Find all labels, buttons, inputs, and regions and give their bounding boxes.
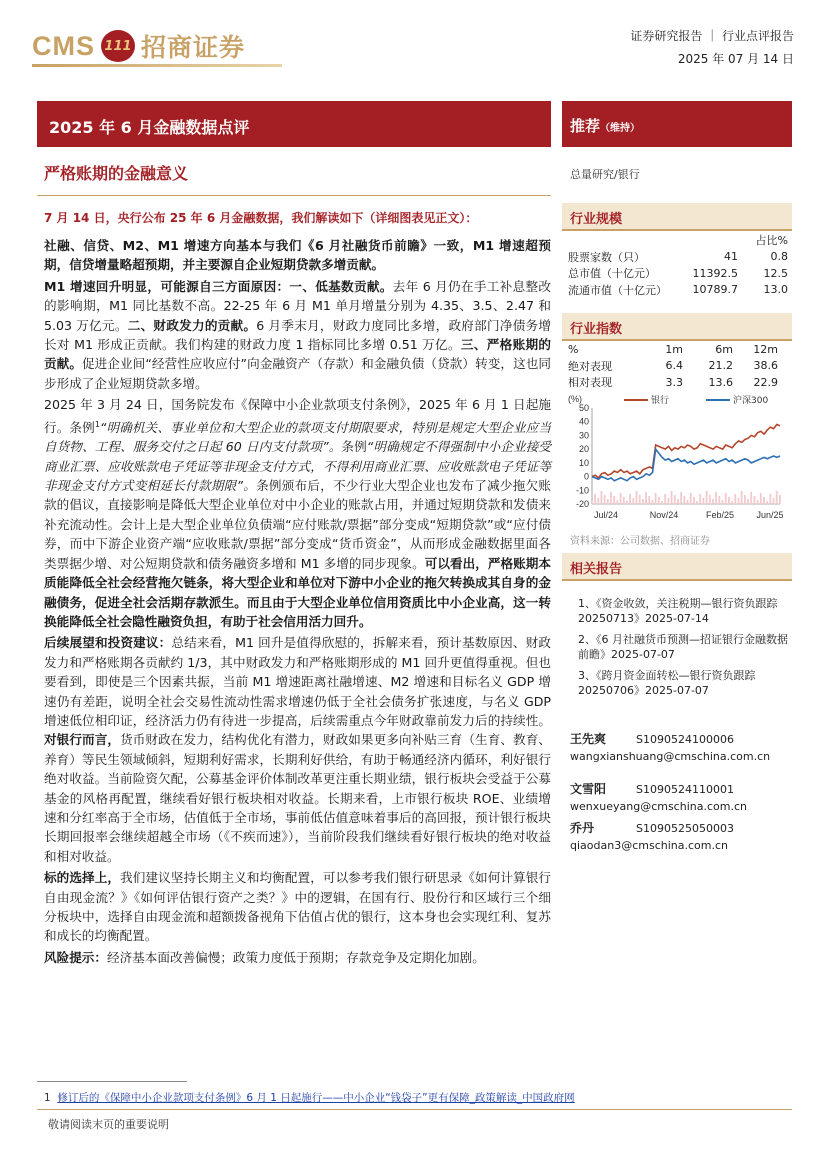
- volume-bar: [687, 500, 689, 504]
- lead-summary: 7 月 14 日，央行公布 25 年 6 月金融数据，我们解读如下（详细图表见正文）：: [44, 211, 478, 225]
- volume-bar: [610, 492, 612, 504]
- volume-bar: [706, 491, 708, 504]
- paragraph: [44, 395, 551, 631]
- volume-bar: [696, 501, 698, 504]
- analyst-id: S1090525050003: [636, 822, 734, 835]
- volume-bar: [648, 496, 650, 504]
- scale-pct: 12.5: [763, 266, 788, 280]
- scale-value: 41: [724, 250, 738, 264]
- table-row: [568, 282, 788, 299]
- analyst-card: [570, 819, 795, 852]
- index-value: 6.4: [665, 359, 683, 373]
- volume-bar: [661, 501, 663, 504]
- index-value: 3.3: [665, 375, 683, 389]
- analyst-name: 王先爽: [570, 732, 607, 746]
- volume-bar: [629, 494, 631, 504]
- volume-bar: [607, 499, 609, 504]
- index-value: 22.9: [753, 375, 778, 389]
- volume-bar: [709, 495, 711, 504]
- paragraph: [44, 633, 551, 866]
- legend-label: 沪深300: [733, 396, 769, 406]
- disclaimer: 敬请阅读末页的重要说明: [48, 1118, 169, 1131]
- rating-label: 推荐: [570, 117, 601, 135]
- paragraph: [44, 868, 551, 946]
- scale-label: 股票家数（只）: [568, 250, 645, 264]
- section-industry-index: 行业指数: [562, 313, 792, 339]
- volume-bar: [769, 494, 771, 504]
- volume-bar: [677, 499, 679, 504]
- analyst-name: 乔丹: [570, 821, 595, 835]
- index-value: 38.6: [753, 359, 778, 373]
- volume-bar: [671, 491, 673, 504]
- volume-bar: [773, 498, 775, 504]
- industry-scale-table: [568, 232, 788, 298]
- x-tick-label: Jul/24: [593, 510, 619, 520]
- chart-source: 资料来源：公司数据、招商证券: [570, 536, 710, 547]
- volume-bar: [680, 492, 682, 504]
- y-tick-label: 0: [583, 471, 589, 482]
- volume-bar: [731, 501, 733, 504]
- coverage-label: 总量研究/银行: [570, 168, 640, 181]
- analyst-card: [570, 780, 795, 813]
- volume-bar: [741, 491, 743, 504]
- bold-text: 后续展望和投资建议：: [44, 635, 172, 651]
- rating-note: （维持）: [600, 123, 641, 134]
- volume-bar: [725, 493, 727, 504]
- volume-bar: [757, 500, 759, 504]
- volume-bar: [693, 497, 695, 504]
- volume-bar: [667, 498, 669, 504]
- analyst-name: 文雪阳: [570, 782, 607, 796]
- bold-text: 可以看出，严格账期本质能降低全社会经营拖欠链条，将大型企业和单位对下游中小企业的拖欠转换成其自身的金融债务，促进全社会活期存款派生。而且由于大型企业单位信用资质比中小企业高，这一转换能降低全社会隐性融资负担，有助于社会信用活力回升。: [44, 555, 551, 629]
- y-tick-label: 20: [578, 444, 589, 455]
- x-tick-label: Feb/25: [705, 510, 735, 520]
- volume-bar: [754, 496, 756, 504]
- volume-bar: [683, 496, 685, 504]
- index-label: 相对表现: [568, 376, 612, 390]
- volume-bar: [591, 501, 593, 504]
- volume-bar: [750, 492, 752, 504]
- analyst-email[interactable]: wangxianshuang@cmschina.com.cn: [570, 750, 771, 763]
- logo-underline: [32, 64, 282, 67]
- y-tick-label: 10: [578, 457, 589, 468]
- volume-bar: [623, 497, 625, 504]
- related-report-link[interactable]: 2、《6 月社融货币预测—招证银行金融数据前瞻》2025-07-07: [578, 633, 788, 661]
- volume-bar: [699, 494, 701, 504]
- bold-text: 二、财政发力的贡献。: [127, 317, 257, 333]
- table-row: [568, 249, 788, 266]
- volume-bar: [655, 493, 657, 504]
- analyst-card: [570, 730, 795, 763]
- volume-bar: [664, 494, 666, 504]
- scale-pct: 13.0: [763, 283, 788, 297]
- analyst-id: S1090524100006: [636, 733, 734, 746]
- industry-index-table: [568, 341, 778, 391]
- paragraph: 社融、信贷、M2、M1 增速方向基本与我们《6 月社融货币前瞻》一致，M1 增速超预期，信贷增量略超预期，并主要源自企业短期贷款多增贡献。: [44, 238, 551, 273]
- index-header: 1m: [665, 342, 683, 356]
- footnote: [44, 1090, 575, 1105]
- analyst-email[interactable]: qiaodan3@cmschina.com.cn: [570, 839, 728, 852]
- logo-cms-text: CMS: [32, 30, 95, 61]
- body-text: 6 月季末月，财政力度同比多增，政府部门净债务增长对 M1 形成正贡献。我们构建的财政力度 1 指标同比多增 0.51 万亿。: [44, 317, 552, 353]
- index-value: 13.6: [708, 375, 733, 389]
- y-tick-label: 40: [578, 416, 589, 427]
- industry-index-chart: [566, 392, 788, 530]
- volume-bar: [734, 494, 736, 504]
- series-line-csi300: [592, 449, 780, 481]
- volume-bar: [616, 500, 618, 504]
- table-row: [568, 341, 778, 358]
- body-text: 去年 6 月仍在手工补息整改的影响期，M1 同比基数不高。22-25 年 6 月 M1 单月增量分别为 4.35、3.5、2.47 和 5.03 万亿元。: [44, 278, 551, 333]
- volume-bar: [766, 501, 768, 504]
- volume-bar: [722, 500, 724, 504]
- bold-text: 对银行而言，: [44, 732, 121, 748]
- volume-bar: [763, 497, 765, 504]
- bold-text: 标的选择上，: [44, 870, 121, 886]
- report-type: 证券研究报告 ｜ 行业点评报告: [630, 29, 794, 43]
- body-text: 总结来看，M1 回升是值得欣慰的，拆解来看，预计基数原因、财政发力和严格账期各贡献约 1/3，其中财政发力和严格账期形成的 M1 回升更值得重视。但也要看到，即使是三个因素共振，当前 M1 增速距离社融增速、M2 增速和目标名义 GDP 增速仍有差距，说明全社会交易性流动性需求增速仍低于全社会债务扩张速度，与名义 GDP 增速低位相印证，经济活力仍有待进一步提高，后续需重点今年财政靠前发力后的持续性。: [44, 635, 551, 728]
- logo-mark-icon: 111: [101, 30, 135, 62]
- volume-bar: [760, 493, 762, 504]
- logo-company-name: 招商证券: [141, 33, 246, 62]
- bottom-divider: [37, 1109, 792, 1110]
- report-date: 2025 年 07 月 14 日: [677, 52, 794, 66]
- y-tick-label: 50: [578, 403, 589, 413]
- index-header: %: [568, 342, 579, 356]
- paragraph: [44, 277, 551, 393]
- volume-bar: [690, 493, 692, 504]
- volume-bar: [601, 491, 603, 504]
- index-header: 6m: [715, 342, 733, 356]
- table-row: [568, 265, 788, 282]
- volume-bar: [645, 492, 647, 504]
- volume-bar: [632, 498, 634, 504]
- volume-bar: [779, 495, 781, 504]
- report-subtitle: 严格账期的金融意义: [44, 164, 189, 183]
- scale-pct: 0.8: [770, 250, 788, 264]
- volume-bar: [728, 497, 730, 504]
- related-report-link[interactable]: 3、《跨月资金面转松—银行资负跟踪 20250706》2025-07-07: [578, 669, 756, 697]
- volume-bar: [703, 498, 705, 504]
- y-axis-label: (%): [568, 394, 582, 404]
- volume-bar: [604, 495, 606, 504]
- body-text: 条例颁布后，不少行业大型企业也发布了减少拖欠账款的倡议，直接影响是降低大型企业单位对中小企业的账款占用，并通过短期贷款和发债来补充流动性。会计上是大型企业单位负债端“应付账款/票据”部分变成“短期贷款”或“应付债券，而中下游企业资产端“应收账款/票据”部分变成“货币资金”，从而形成金融数据里面各类票据少增、对公短期贷款和债务融资多增和 M1 多增的同步现象。: [44, 478, 552, 571]
- body-text: 经济基本面改善偏慢；政策力度低于预期；存款竞争及定期化加剧。: [106, 949, 485, 965]
- x-tick-label: Jun/25: [756, 510, 784, 520]
- body-text: 促进企业间“经营性应收应付”向金融资产（存款）和金融负债（贷款）转变，这也同步形成了企业短期贷款多增。: [44, 356, 551, 391]
- footnote-divider: [37, 1081, 187, 1082]
- body-text: 条例: [341, 439, 367, 455]
- related-report-link[interactable]: 1、《资金收敛，关注税期—银行资负跟踪 20250713》2025-07-14: [578, 597, 778, 625]
- volume-bar: [626, 501, 628, 504]
- company-logo: [32, 26, 245, 66]
- body-text: 2025 年 3 月 24 日，国务院发布《保障中小企业款项支付条例》，2025 年 6 月 1 日起施行。条例: [44, 397, 551, 435]
- volume-bar: [658, 497, 660, 504]
- y-tick-label: -10: [575, 485, 589, 496]
- index-value: 21.2: [708, 359, 733, 373]
- series-line-bank: [592, 425, 780, 478]
- scale-value: 10789.7: [692, 283, 738, 297]
- scale-label: 流通市值（十亿元）: [568, 283, 667, 297]
- volume-bar: [594, 494, 596, 504]
- section-related-reports: 相关报告: [562, 553, 792, 579]
- volume-bar: [652, 500, 654, 504]
- body-text: 我们建议坚持长期主义和均衡配置，可以参考我们银行研思录《如何计算银行自由现金流？》《如何评估银行资产之类？》中的逻辑，在国有行、股份行和区域行三个细分板块中，选择自由现金流和超额拨备视角下估值占优的银行，这本身也会实现红利、复苏和成长的均衡配置。: [44, 870, 552, 944]
- footnote-link[interactable]: 修订后的《保障中小企业款项支付条例》6 月 1 日起施行——中小企业“钱袋子”更有保障_政策解读_中国政府网: [57, 1092, 575, 1104]
- volume-bar: [613, 496, 615, 504]
- volume-bar: [642, 499, 644, 504]
- y-tick-label: -20: [575, 499, 589, 509]
- y-tick-label: 30: [578, 430, 589, 441]
- footnote-marker[interactable]: 1: [94, 419, 100, 429]
- scale-label: 总市值（十亿元）: [568, 267, 656, 281]
- bold-text: M1 增速回升明显，可能源自三方面原因：一、低基数贡献。: [44, 278, 393, 294]
- quote-text: “明确规定不得强制中小企业接受商业汇票、应收账款电子凭证等非现金支付方式，不得利用商业汇票、应收账款电子凭证等非现金支付方式变相延长付款期限”。: [44, 439, 551, 494]
- paragraph: [44, 948, 551, 967]
- table-row: [568, 358, 778, 375]
- quote-text: “明确机关、事业单位和大型企业的款项支付期限要求，特别是规定大型企业应当自货物、工程、服务交付之日起 60 日内支付款项”。: [44, 419, 551, 455]
- rating-banner: [562, 101, 792, 147]
- volume-bar: [747, 499, 749, 504]
- legend-label: 银行: [651, 396, 670, 406]
- volume-bar: [738, 498, 740, 504]
- volume-bar: [597, 498, 599, 504]
- volume-bar: [620, 493, 622, 504]
- related-reports-list: [578, 596, 788, 704]
- analyst-id: S1090524110001: [636, 783, 734, 796]
- volume-bar: [712, 499, 714, 504]
- subtitle-divider: [37, 195, 551, 196]
- volume-bar: [636, 491, 638, 504]
- scale-unit: 占比%: [755, 234, 788, 248]
- analyst-email[interactable]: wenxueyang@cmschina.com.cn: [570, 800, 747, 813]
- volume-bar: [639, 495, 641, 504]
- body-text: 货币财政在发力，结构优化有潜力，财政如果更多向补贴三育（生育、教育、养育）等民生领域倾斜，短期利好需求，长期利好供给，有助于畅通经济内循环，利好银行绝对收益。当前险资欠配，公募基金评价体制改革更注重长期业绩，银行板块会受益于公募基金的风格再配置，继续看好银行板块相对收益。长期来看，上市银行板块 ROE、业绩增速和分红率高于全市场，估值低于全市场，事前低估值意味着事后的高回报，预计银行板块长期回报率会继续超越全市场（《不疾而速》），当前阶段我们继续看好银行板块的绝对收益和相对收益。: [44, 732, 552, 864]
- volume-bar: [674, 495, 676, 504]
- index-header: 12m: [753, 342, 778, 356]
- table-row: [568, 374, 778, 391]
- volume-bar: [744, 495, 746, 504]
- volume-bar: [718, 496, 720, 504]
- scale-value: 11392.5: [692, 266, 738, 280]
- bold-text: 风险提示：: [44, 949, 107, 965]
- volume-bar: [715, 492, 717, 504]
- volume-bar: [776, 491, 778, 504]
- report-body: [44, 236, 551, 969]
- section-industry-scale: 行业规模: [562, 203, 792, 229]
- bold-text: 三、严格账期的贡献。: [44, 337, 552, 372]
- footnote-number: 1: [44, 1092, 51, 1104]
- x-tick-label: Nov/24: [649, 510, 679, 520]
- index-label: 绝对表现: [568, 359, 612, 373]
- report-title: 2025 年 6 月金融数据点评: [37, 101, 551, 147]
